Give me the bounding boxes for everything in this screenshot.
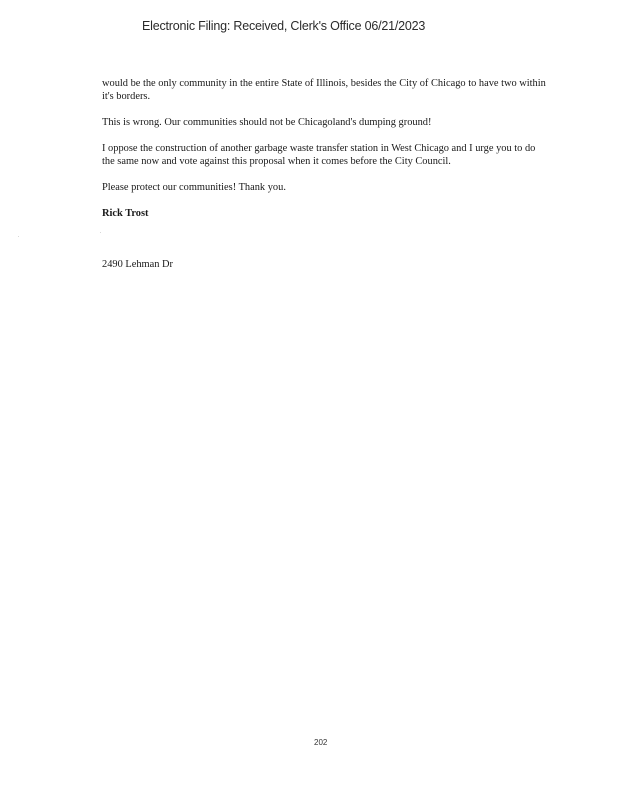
letter-paragraph: would be the only community in the entire State of Illinois, besides the City of Chicago to have two within it's borders.	[102, 78, 546, 102]
page-number: 202	[314, 738, 328, 747]
letter-paragraph: This is wrong. Our communities should not be Chicagoland's dumping ground!	[102, 117, 432, 128]
scan-speck	[18, 236, 19, 237]
letter-paragraph: I oppose the construction of another garbage waste transfer station in West Chicago and I urge you to do the same now and vote against this proposal when it comes before the City Council.	[102, 143, 536, 167]
sender-address: 2490 Lehman Dr	[102, 259, 173, 270]
signature-name: Rick Trost	[102, 208, 149, 219]
filing-stamp: Electronic Filing: Received, Clerk's Office 06/21/2023	[142, 19, 426, 33]
letter-paragraph: Please protect our communities! Thank you.	[102, 182, 286, 193]
scan-speck	[100, 232, 101, 233]
